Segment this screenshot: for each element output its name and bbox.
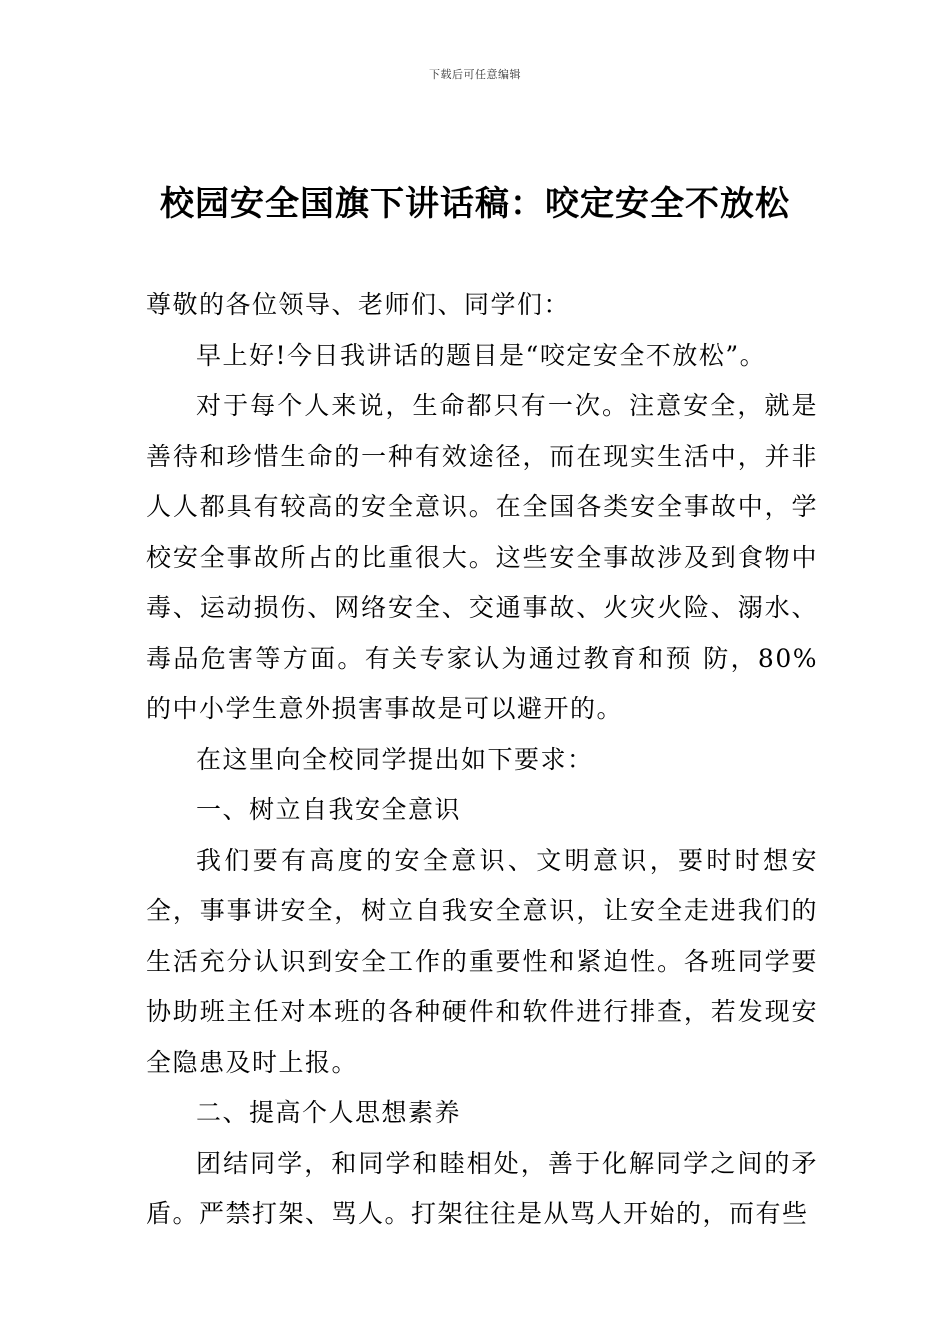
paragraph-greeting: 早上好!今日我讲话的题目是“咬定安全不放松”。: [196, 340, 767, 370]
paragraph-section-1: 我们要有高度的安全意识、文明意识，要时时想安全，事事讲安全，树立自我安全意识，让安全走进我们的生活充分认识到安全工作的重要性和紧迫性。各班同学要协助班主任对本班的各种硬件和软件进行排查，若发现安全隐患及时上报。: [146, 845, 818, 1077]
paragraph-section-2: 团结同学，和同学和睦相处，善于化解同学之间的矛盾。严禁打架、骂人。打架往往是从骂人开始的，而有些: [146, 1148, 818, 1228]
paragraph-intro: 对于每个人来说，生命都只有一次。注意安全，就是善待和珍惜生命的一种有效途径，而在现实生活中，并非人人都具有较高的安全意识。在全国各类安全事故中，学校安全事故所占的比重很大。这些安全事故涉及到食物中毒、运动损伤、网络安全、交通事故、火灾火险、溺水、毒品危害等方面。有关专家认为通过教育和预 防，80%的中小学生意外损害事故是可以避开的。: [146, 391, 818, 723]
document-title: 校园安全国旗下讲话稿：咬定安全不放松: [160, 184, 790, 224]
paragraph-salutation: 尊敬的各位领导、老师们、同学们：: [146, 290, 571, 319]
header-note: 下载后可任意编辑: [429, 68, 521, 81]
section-heading-1: 一、树立自我安全意识: [196, 795, 462, 824]
document-body: [146, 280, 818, 1240]
section-heading-2: 二、提高个人思想素养: [196, 1098, 462, 1127]
paragraph-requirements: 在这里向全校同学提出如下要求：: [196, 744, 594, 774]
